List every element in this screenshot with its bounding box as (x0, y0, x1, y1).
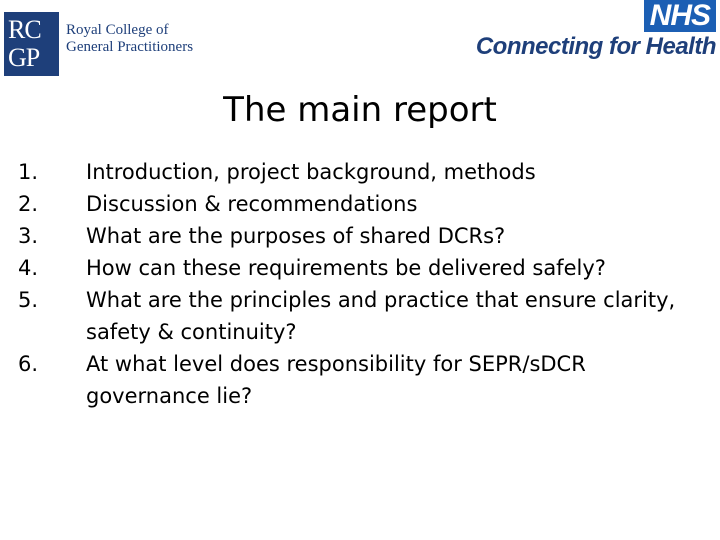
rcgp-monogram-line1: RC (8, 15, 41, 44)
nhs-logo (476, 0, 716, 62)
list-item-number: 2. (18, 192, 39, 216)
list-item-text: Discussion & recommendations (86, 192, 418, 216)
list-item-number: 3. (18, 224, 39, 248)
rcgp-logo (4, 12, 193, 76)
list-item-text: Introduction, project background, methods (86, 160, 536, 184)
list-item-number: 1. (18, 160, 39, 184)
slide-title: The main report (223, 90, 497, 130)
list-item-text: What are the principles and practice that ensure clarity, safety & continuity? (86, 288, 676, 344)
list-item-text: What are the purposes of shared DCRs? (86, 224, 506, 248)
list-item-number: 6. (18, 352, 39, 376)
list-item-number: 4. (18, 256, 39, 280)
list-item (18, 348, 708, 412)
rcgp-monogram-line2: GP (8, 43, 40, 72)
list-item-text: At what level does responsibility for SEPR/sDCR governance lie? (86, 352, 586, 408)
list-item (18, 188, 708, 220)
rcgp-name-line2: General Practitioners (66, 39, 194, 55)
list-item-text: How can these requirements be delivered safely? (86, 256, 606, 280)
list-item (18, 284, 708, 348)
nhs-badge: NHS (644, 0, 716, 32)
list-item (18, 220, 708, 252)
list-item-number: 5. (18, 288, 39, 312)
list-item (18, 156, 708, 188)
list-item (18, 252, 708, 284)
rcgp-name (66, 22, 193, 56)
nhs-tagline: Connecting for Health (475, 33, 716, 60)
rcgp-monogram (4, 12, 59, 76)
report-contents-list (18, 156, 708, 412)
rcgp-name-line1: Royal College of (66, 22, 169, 38)
